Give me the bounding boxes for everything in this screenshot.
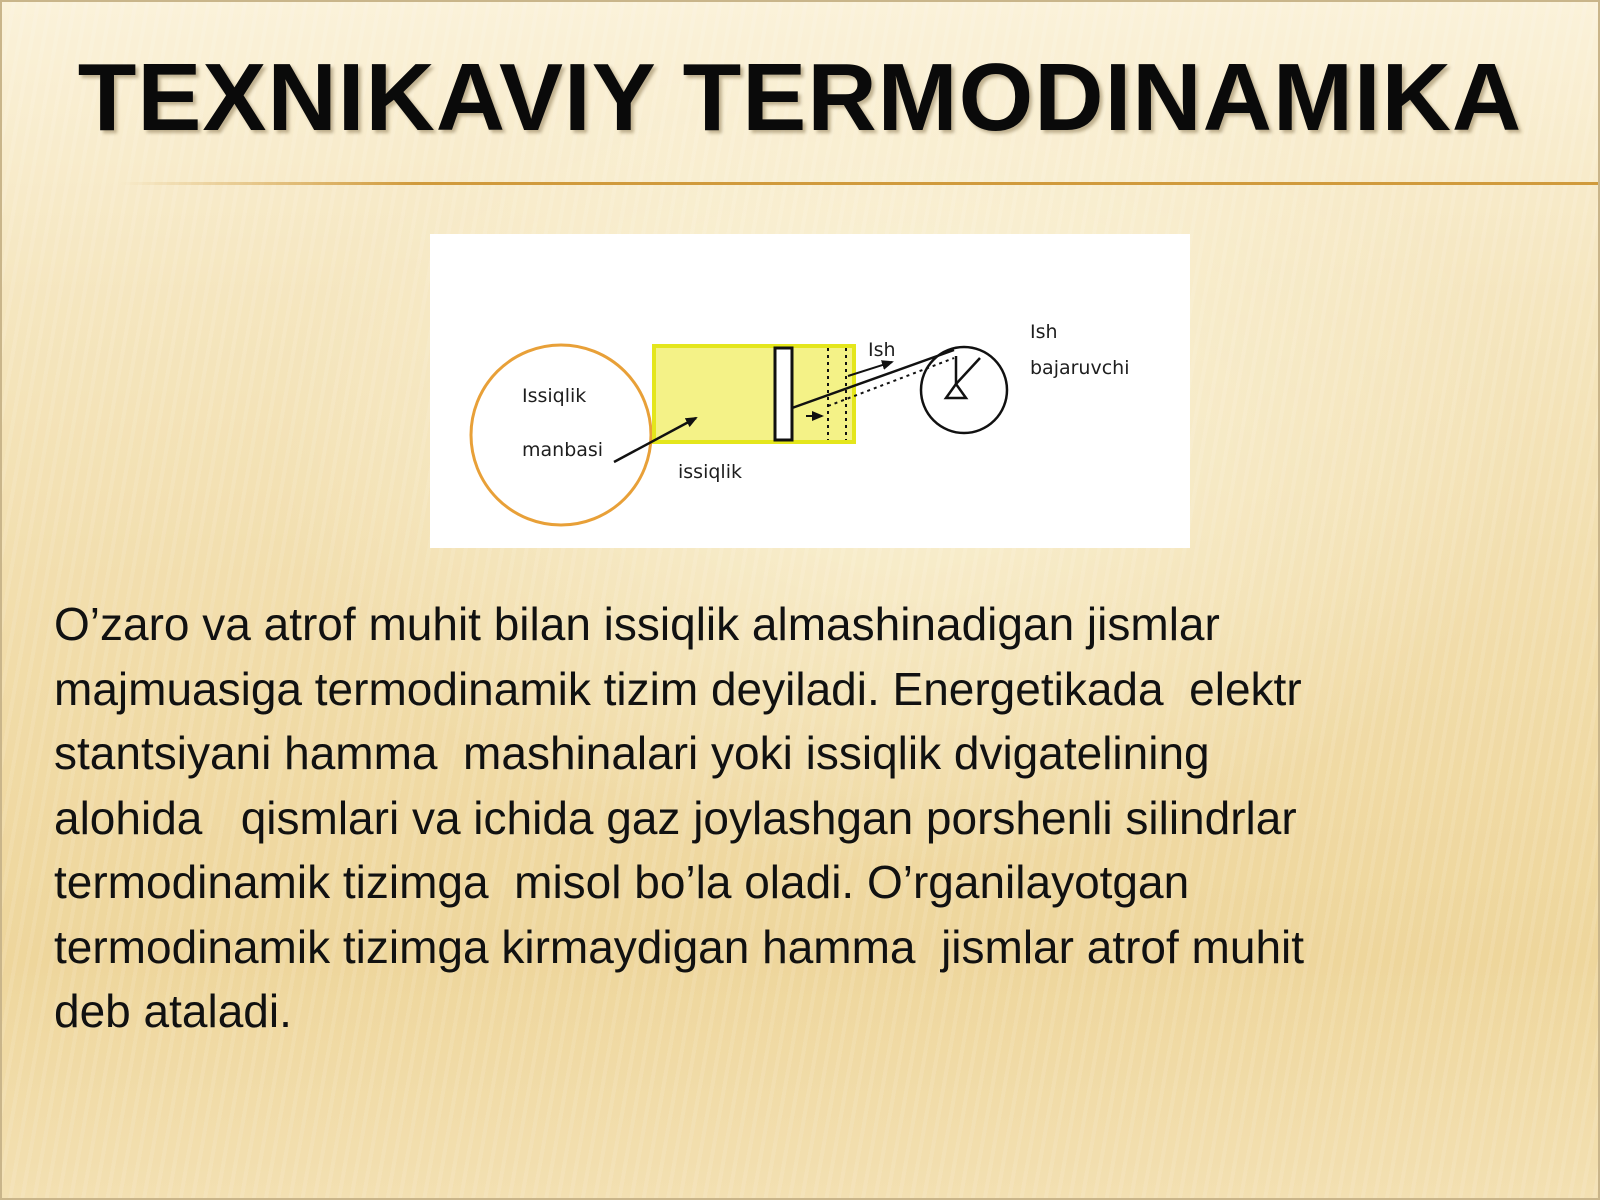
work-label: Ish [868, 339, 896, 361]
wheel-support-icon [946, 384, 966, 398]
title-divider [120, 182, 1600, 185]
work-performer-wheel [921, 347, 1007, 433]
body-line: majmuasiga termodinamik tizim deyiladi. Energetikada elektr [54, 662, 1302, 715]
gas-cylinder [654, 346, 854, 442]
body-line: O’zaro va atrof muhit bilan issiqlik almashinadigan jismlar [54, 598, 1220, 650]
slide-title: TEXNIKAVIY TERMODINAMIKA [77, 44, 1523, 151]
heat-engine-diagram [430, 234, 1190, 548]
heat-label: issiqlik [678, 461, 742, 483]
performer-label-line1: Ish [1030, 321, 1058, 343]
body-line: termodinamik tizimga misol bo’la oladi. O’rganilayotgan [54, 856, 1190, 908]
heat-source-label-line2: manbasi [522, 439, 604, 461]
heat-source-label-line1: Issiqlik [522, 385, 587, 407]
body-line: termodinamik tizimga kirmaydigan hamma jismlar atrof muhit [54, 920, 1305, 973]
body-paragraph [54, 592, 1554, 1044]
body-line: stantsiyani hamma mashinalari yoki issiqlik dvigatelining [54, 727, 1210, 779]
body-line: alohida qismlari va ichida gaz joylashgan porshenli silindrlar [54, 791, 1297, 844]
body-line: deb ataladi. [54, 985, 292, 1037]
piston [775, 348, 792, 440]
heat-source-circle [471, 345, 651, 525]
performer-label-line2: bajaruvchi [1030, 357, 1130, 379]
wheel-crank-diagonal [956, 358, 980, 384]
